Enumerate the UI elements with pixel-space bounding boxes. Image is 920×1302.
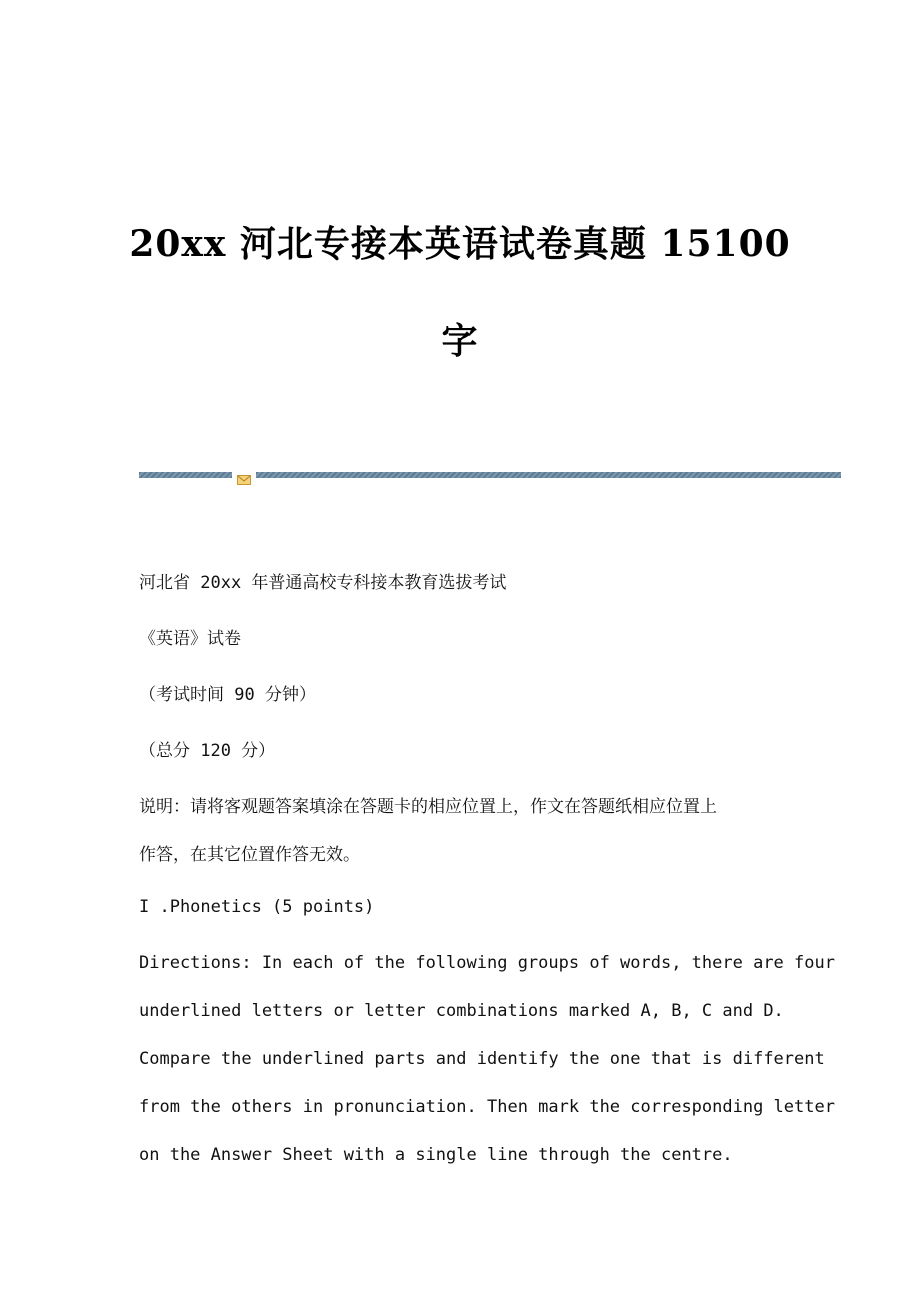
document-title: 20xx 河北专接本英语试卷真题 15100 [129, 223, 791, 265]
title-divider [139, 470, 841, 480]
instructions-line: 作答，在其它位置作答无效。 [139, 845, 360, 865]
divider-bar-right [256, 472, 841, 478]
document-title-continued: 字 [441, 320, 479, 362]
directions-line: on the Answer Sheet with a single line through the centre. [139, 1145, 733, 1165]
instructions-line: 说明：请将客观题答案填涂在答题卡的相应位置上，作文在答题纸相应位置上 [139, 797, 717, 817]
exam-subject: 《英语》试卷 [139, 629, 241, 649]
directions-line: underlined letters or letter combinations marked A, B, C and D. [139, 1001, 784, 1021]
exam-heading: 河北省 20xx 年普通高校专科接本教育选拔考试 [139, 573, 507, 593]
directions-line: Compare the underlined parts and identify the one that is different [139, 1049, 825, 1069]
section-heading: I .Phonetics (5 points) [139, 897, 375, 917]
directions-line: Directions: In each of the following groups of words, there are four [139, 953, 835, 973]
divider-ornament-icon [237, 470, 251, 480]
exam-duration: （考试时间 90 分钟） [139, 685, 316, 705]
directions-line: from the others in pronunciation. Then mark the corresponding letter [139, 1097, 835, 1117]
exam-total-score: （总分 120 分） [139, 741, 276, 761]
divider-bar-left [139, 472, 232, 478]
